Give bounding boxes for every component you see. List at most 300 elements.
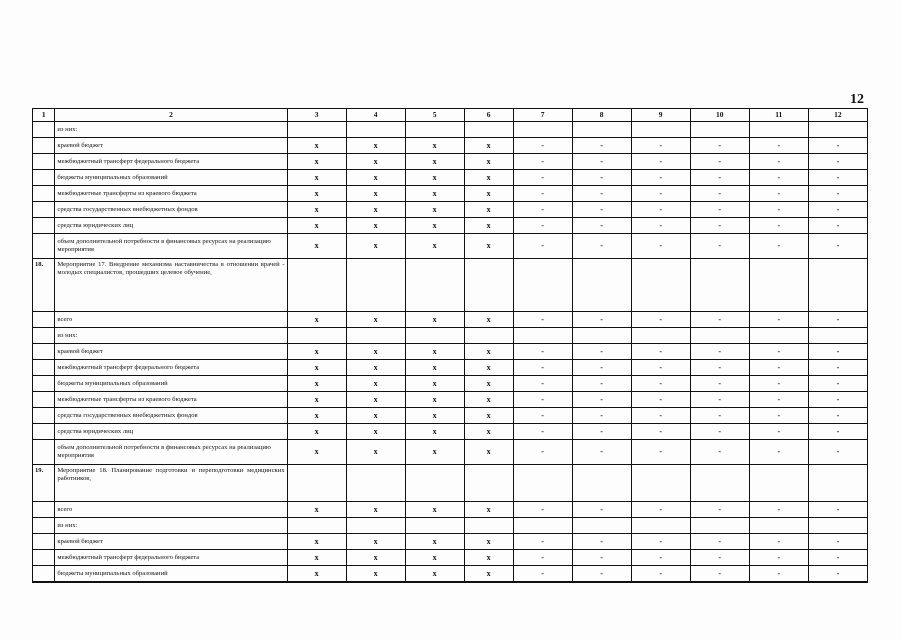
- row-number: [33, 550, 55, 566]
- x-mark-cell: x: [346, 218, 405, 234]
- x-mark-cell: x: [287, 170, 346, 186]
- empty-cell: [572, 122, 631, 138]
- x-mark-cell: x: [346, 186, 405, 202]
- dash-cell: -: [749, 360, 808, 376]
- header-cell: 5: [405, 109, 464, 122]
- dash-cell: -: [749, 566, 808, 583]
- x-mark-cell: x: [287, 376, 346, 392]
- empty-cell: [749, 465, 808, 502]
- x-mark-cell: x: [346, 154, 405, 170]
- dash-cell: -: [808, 376, 867, 392]
- dash-cell: -: [572, 170, 631, 186]
- empty-cell: [808, 122, 867, 138]
- row-number: [33, 154, 55, 170]
- empty-cell: [346, 328, 405, 344]
- empty-cell: [405, 465, 464, 502]
- dash-cell: -: [690, 392, 749, 408]
- empty-cell: [690, 328, 749, 344]
- empty-cell: [513, 259, 572, 312]
- dash-cell: -: [631, 440, 690, 465]
- row-number: [33, 312, 55, 328]
- empty-cell: [513, 518, 572, 534]
- empty-cell: [690, 259, 749, 312]
- x-mark-cell: x: [287, 566, 346, 583]
- empty-cell: [572, 328, 631, 344]
- dash-cell: -: [749, 170, 808, 186]
- row-label: средства государственных внебюджетных фондов: [55, 202, 287, 218]
- empty-cell: [631, 328, 690, 344]
- dash-cell: -: [690, 154, 749, 170]
- row-label: краевой бюджет: [55, 534, 287, 550]
- dash-cell: -: [690, 376, 749, 392]
- dash-cell: -: [572, 550, 631, 566]
- empty-cell: [808, 465, 867, 502]
- dash-cell: -: [690, 502, 749, 518]
- header-cell: 12: [808, 109, 867, 122]
- header-cell: 9: [631, 109, 690, 122]
- x-mark-cell: x: [464, 424, 513, 440]
- header-cell: 3: [287, 109, 346, 122]
- x-mark-cell: x: [464, 312, 513, 328]
- dash-cell: -: [749, 138, 808, 154]
- x-mark-cell: x: [346, 138, 405, 154]
- dash-cell: -: [513, 550, 572, 566]
- dash-cell: -: [808, 392, 867, 408]
- dash-cell: -: [572, 502, 631, 518]
- x-mark-cell: x: [346, 202, 405, 218]
- dash-cell: -: [749, 154, 808, 170]
- dash-cell: -: [631, 392, 690, 408]
- empty-cell: [749, 122, 808, 138]
- x-mark-cell: x: [346, 566, 405, 583]
- dash-cell: -: [808, 550, 867, 566]
- dash-cell: -: [572, 408, 631, 424]
- dash-cell: -: [631, 186, 690, 202]
- dash-cell: -: [808, 202, 867, 218]
- dash-cell: -: [631, 424, 690, 440]
- dash-cell: -: [513, 566, 572, 583]
- row-label: межбюджетный трансферт федерального бюджета: [55, 154, 287, 170]
- dash-cell: -: [690, 138, 749, 154]
- empty-cell: [572, 465, 631, 502]
- dash-cell: -: [631, 218, 690, 234]
- dash-cell: -: [808, 234, 867, 259]
- table-row: [33, 408, 868, 424]
- empty-cell: [513, 328, 572, 344]
- dash-cell: -: [513, 502, 572, 518]
- dash-cell: -: [631, 154, 690, 170]
- dash-cell: -: [690, 186, 749, 202]
- dash-cell: -: [572, 154, 631, 170]
- x-mark-cell: x: [464, 566, 513, 583]
- empty-cell: [631, 122, 690, 138]
- table-body: [33, 109, 868, 583]
- dash-cell: -: [572, 360, 631, 376]
- table-row: [33, 234, 868, 259]
- empty-cell: [690, 465, 749, 502]
- empty-cell: [346, 259, 405, 312]
- x-mark-cell: x: [405, 392, 464, 408]
- dash-cell: -: [631, 408, 690, 424]
- table-row: [33, 344, 868, 360]
- x-mark-cell: x: [287, 424, 346, 440]
- dash-cell: -: [631, 502, 690, 518]
- empty-cell: [346, 122, 405, 138]
- empty-cell: [346, 518, 405, 534]
- empty-cell: [572, 518, 631, 534]
- x-mark-cell: x: [464, 392, 513, 408]
- row-number: [33, 202, 55, 218]
- empty-cell: [631, 259, 690, 312]
- dash-cell: -: [572, 566, 631, 583]
- dash-cell: -: [513, 392, 572, 408]
- x-mark-cell: x: [464, 154, 513, 170]
- dash-cell: -: [749, 376, 808, 392]
- dash-cell: -: [513, 312, 572, 328]
- dash-cell: -: [808, 424, 867, 440]
- row-label: бюджеты муниципальных образований: [55, 170, 287, 186]
- header-cell: 6: [464, 109, 513, 122]
- empty-cell: [808, 328, 867, 344]
- dash-cell: -: [749, 502, 808, 518]
- table-row: [33, 440, 868, 465]
- empty-cell: [749, 518, 808, 534]
- x-mark-cell: x: [464, 202, 513, 218]
- row-number: [33, 424, 55, 440]
- dash-cell: -: [631, 550, 690, 566]
- row-number: [33, 138, 55, 154]
- header-cell: 8: [572, 109, 631, 122]
- x-mark-cell: x: [464, 440, 513, 465]
- x-mark-cell: x: [405, 440, 464, 465]
- dash-cell: -: [631, 138, 690, 154]
- x-mark-cell: x: [464, 186, 513, 202]
- x-mark-cell: x: [405, 550, 464, 566]
- dash-cell: -: [808, 154, 867, 170]
- x-mark-cell: x: [287, 138, 346, 154]
- x-mark-cell: x: [464, 138, 513, 154]
- row-number: 19.: [33, 465, 55, 502]
- x-mark-cell: x: [287, 408, 346, 424]
- dash-cell: -: [513, 360, 572, 376]
- empty-cell: [808, 259, 867, 312]
- x-mark-cell: x: [287, 392, 346, 408]
- header-cell: 10: [690, 109, 749, 122]
- header-cell: 7: [513, 109, 572, 122]
- row-label: из них:: [55, 518, 287, 534]
- x-mark-cell: x: [346, 534, 405, 550]
- dash-cell: -: [690, 534, 749, 550]
- x-mark-cell: x: [346, 440, 405, 465]
- dash-cell: -: [631, 344, 690, 360]
- x-mark-cell: x: [405, 534, 464, 550]
- dash-cell: -: [690, 566, 749, 583]
- x-mark-cell: x: [346, 360, 405, 376]
- dash-cell: -: [749, 392, 808, 408]
- row-number: [33, 534, 55, 550]
- dash-cell: -: [572, 534, 631, 550]
- row-number: [33, 344, 55, 360]
- x-mark-cell: x: [287, 186, 346, 202]
- dash-cell: -: [572, 312, 631, 328]
- dash-cell: -: [749, 312, 808, 328]
- event-title: Мероприятие 17. Внедрение механизма наставничества в отношении врачей - молодых специалистов, прошедших целевое обучение,: [55, 259, 287, 312]
- empty-cell: [690, 518, 749, 534]
- empty-cell: [808, 518, 867, 534]
- row-number: [33, 566, 55, 583]
- dash-cell: -: [808, 360, 867, 376]
- dash-cell: -: [513, 440, 572, 465]
- dash-cell: -: [572, 344, 631, 360]
- dash-cell: -: [749, 534, 808, 550]
- row-label: краевой бюджет: [55, 344, 287, 360]
- dash-cell: -: [690, 218, 749, 234]
- empty-cell: [405, 328, 464, 344]
- dash-cell: -: [749, 218, 808, 234]
- dash-cell: -: [513, 344, 572, 360]
- dash-cell: -: [631, 566, 690, 583]
- row-number: [33, 186, 55, 202]
- row-number: [33, 376, 55, 392]
- row-label: всего: [55, 502, 287, 518]
- x-mark-cell: x: [464, 234, 513, 259]
- table-row: [33, 186, 868, 202]
- row-number: [33, 360, 55, 376]
- dash-cell: -: [690, 344, 749, 360]
- empty-cell: [287, 328, 346, 344]
- dash-cell: -: [631, 376, 690, 392]
- dash-cell: -: [572, 424, 631, 440]
- dash-cell: -: [690, 170, 749, 186]
- empty-cell: [346, 465, 405, 502]
- event-row: [33, 259, 868, 312]
- table-row: [33, 138, 868, 154]
- table-row: [33, 312, 868, 328]
- dash-cell: -: [749, 186, 808, 202]
- dash-cell: -: [690, 202, 749, 218]
- empty-cell: [287, 122, 346, 138]
- dash-cell: -: [513, 138, 572, 154]
- event-title: Мероприятие 18. Планирование подготовки и переподготовки медицинских работников,: [55, 465, 287, 502]
- empty-cell: [464, 259, 513, 312]
- dash-cell: -: [808, 218, 867, 234]
- x-mark-cell: x: [287, 534, 346, 550]
- dash-cell: -: [808, 344, 867, 360]
- page-number: 12: [850, 92, 864, 107]
- dash-cell: -: [513, 170, 572, 186]
- x-mark-cell: x: [346, 376, 405, 392]
- x-mark-cell: x: [464, 344, 513, 360]
- row-number: 18.: [33, 259, 55, 312]
- dash-cell: -: [513, 408, 572, 424]
- row-number: [33, 408, 55, 424]
- dash-cell: -: [513, 218, 572, 234]
- dash-cell: -: [513, 202, 572, 218]
- x-mark-cell: x: [405, 312, 464, 328]
- table-row: [33, 376, 868, 392]
- x-mark-cell: x: [287, 360, 346, 376]
- table-row: [33, 392, 868, 408]
- financing-table: [32, 108, 868, 583]
- empty-cell: [513, 465, 572, 502]
- row-number: [33, 392, 55, 408]
- x-mark-cell: x: [287, 550, 346, 566]
- dash-cell: -: [690, 550, 749, 566]
- x-mark-cell: x: [464, 170, 513, 186]
- empty-cell: [631, 465, 690, 502]
- x-mark-cell: x: [287, 344, 346, 360]
- x-mark-cell: x: [405, 234, 464, 259]
- dash-cell: -: [808, 566, 867, 583]
- header-cell: 1: [33, 109, 55, 122]
- dash-cell: -: [749, 440, 808, 465]
- x-mark-cell: x: [287, 502, 346, 518]
- x-mark-cell: x: [405, 408, 464, 424]
- dash-cell: -: [572, 186, 631, 202]
- dash-cell: -: [808, 312, 867, 328]
- row-label: из них:: [55, 122, 287, 138]
- x-mark-cell: x: [405, 502, 464, 518]
- table-row: [33, 424, 868, 440]
- x-mark-cell: x: [405, 218, 464, 234]
- table-row: [33, 170, 868, 186]
- row-number: [33, 122, 55, 138]
- dash-cell: -: [808, 440, 867, 465]
- table-row: [33, 518, 868, 534]
- x-mark-cell: x: [287, 218, 346, 234]
- dash-cell: -: [690, 360, 749, 376]
- empty-cell: [464, 518, 513, 534]
- dash-cell: -: [513, 424, 572, 440]
- x-mark-cell: x: [346, 550, 405, 566]
- dash-cell: -: [631, 534, 690, 550]
- row-label: бюджеты муниципальных образований: [55, 376, 287, 392]
- dash-cell: -: [631, 202, 690, 218]
- row-number: [33, 518, 55, 534]
- dash-cell: -: [749, 234, 808, 259]
- row-label: средства государственных внебюджетных фондов: [55, 408, 287, 424]
- x-mark-cell: x: [287, 202, 346, 218]
- table-row: [33, 218, 868, 234]
- x-mark-cell: x: [346, 234, 405, 259]
- x-mark-cell: x: [405, 360, 464, 376]
- row-number: [33, 502, 55, 518]
- x-mark-cell: x: [464, 550, 513, 566]
- empty-cell: [749, 259, 808, 312]
- dash-cell: -: [808, 408, 867, 424]
- x-mark-cell: x: [287, 312, 346, 328]
- dash-cell: -: [572, 392, 631, 408]
- empty-cell: [464, 122, 513, 138]
- x-mark-cell: x: [287, 154, 346, 170]
- x-mark-cell: x: [464, 502, 513, 518]
- dash-cell: -: [749, 550, 808, 566]
- empty-cell: [690, 122, 749, 138]
- row-number: [33, 234, 55, 259]
- dash-cell: -: [808, 138, 867, 154]
- dash-cell: -: [572, 138, 631, 154]
- dash-cell: -: [631, 312, 690, 328]
- table-row: [33, 550, 868, 566]
- dash-cell: -: [690, 234, 749, 259]
- empty-cell: [287, 259, 346, 312]
- dash-cell: -: [631, 170, 690, 186]
- x-mark-cell: x: [405, 202, 464, 218]
- x-mark-cell: x: [464, 534, 513, 550]
- dash-cell: -: [572, 440, 631, 465]
- row-label: бюджеты муниципальных образований: [55, 566, 287, 583]
- x-mark-cell: x: [405, 424, 464, 440]
- dash-cell: -: [808, 170, 867, 186]
- empty-cell: [405, 518, 464, 534]
- x-mark-cell: x: [464, 408, 513, 424]
- table-row: [33, 566, 868, 583]
- dash-cell: -: [690, 312, 749, 328]
- dash-cell: -: [808, 186, 867, 202]
- header-row: [33, 109, 868, 122]
- empty-cell: [631, 518, 690, 534]
- dash-cell: -: [749, 202, 808, 218]
- empty-cell: [572, 259, 631, 312]
- x-mark-cell: x: [346, 170, 405, 186]
- dash-cell: -: [749, 344, 808, 360]
- dash-cell: -: [631, 234, 690, 259]
- row-number: [33, 440, 55, 465]
- dash-cell: -: [690, 424, 749, 440]
- x-mark-cell: x: [405, 344, 464, 360]
- header-cell: 4: [346, 109, 405, 122]
- row-number: [33, 328, 55, 344]
- x-mark-cell: x: [287, 234, 346, 259]
- dash-cell: -: [690, 440, 749, 465]
- dash-cell: -: [572, 202, 631, 218]
- row-label: межбюджетный трансферт федерального бюджета: [55, 360, 287, 376]
- row-number: [33, 170, 55, 186]
- x-mark-cell: x: [464, 218, 513, 234]
- dash-cell: -: [513, 234, 572, 259]
- dash-cell: -: [513, 376, 572, 392]
- empty-cell: [513, 122, 572, 138]
- dash-cell: -: [808, 534, 867, 550]
- row-label: межбюджетные трансферты из краевого бюджета: [55, 392, 287, 408]
- empty-cell: [464, 328, 513, 344]
- row-label: краевой бюджет: [55, 138, 287, 154]
- row-label: объем дополнительной потребности в финансовых ресурсах на реализацию мероприятия: [55, 234, 287, 259]
- x-mark-cell: x: [346, 344, 405, 360]
- x-mark-cell: x: [346, 424, 405, 440]
- header-cell: 2: [55, 109, 287, 122]
- x-mark-cell: x: [405, 154, 464, 170]
- row-label: объем дополнительной потребности в финансовых ресурсах на реализацию мероприятия: [55, 440, 287, 465]
- header-cell: 11: [749, 109, 808, 122]
- x-mark-cell: x: [464, 376, 513, 392]
- x-mark-cell: x: [346, 312, 405, 328]
- empty-cell: [287, 518, 346, 534]
- row-number: [33, 218, 55, 234]
- x-mark-cell: x: [346, 502, 405, 518]
- x-mark-cell: x: [287, 440, 346, 465]
- dash-cell: -: [513, 154, 572, 170]
- dash-cell: -: [572, 234, 631, 259]
- empty-cell: [287, 465, 346, 502]
- dash-cell: -: [572, 376, 631, 392]
- table-row: [33, 360, 868, 376]
- event-row: [33, 465, 868, 502]
- table-row: [33, 202, 868, 218]
- x-mark-cell: x: [405, 138, 464, 154]
- x-mark-cell: x: [346, 392, 405, 408]
- dash-cell: -: [749, 424, 808, 440]
